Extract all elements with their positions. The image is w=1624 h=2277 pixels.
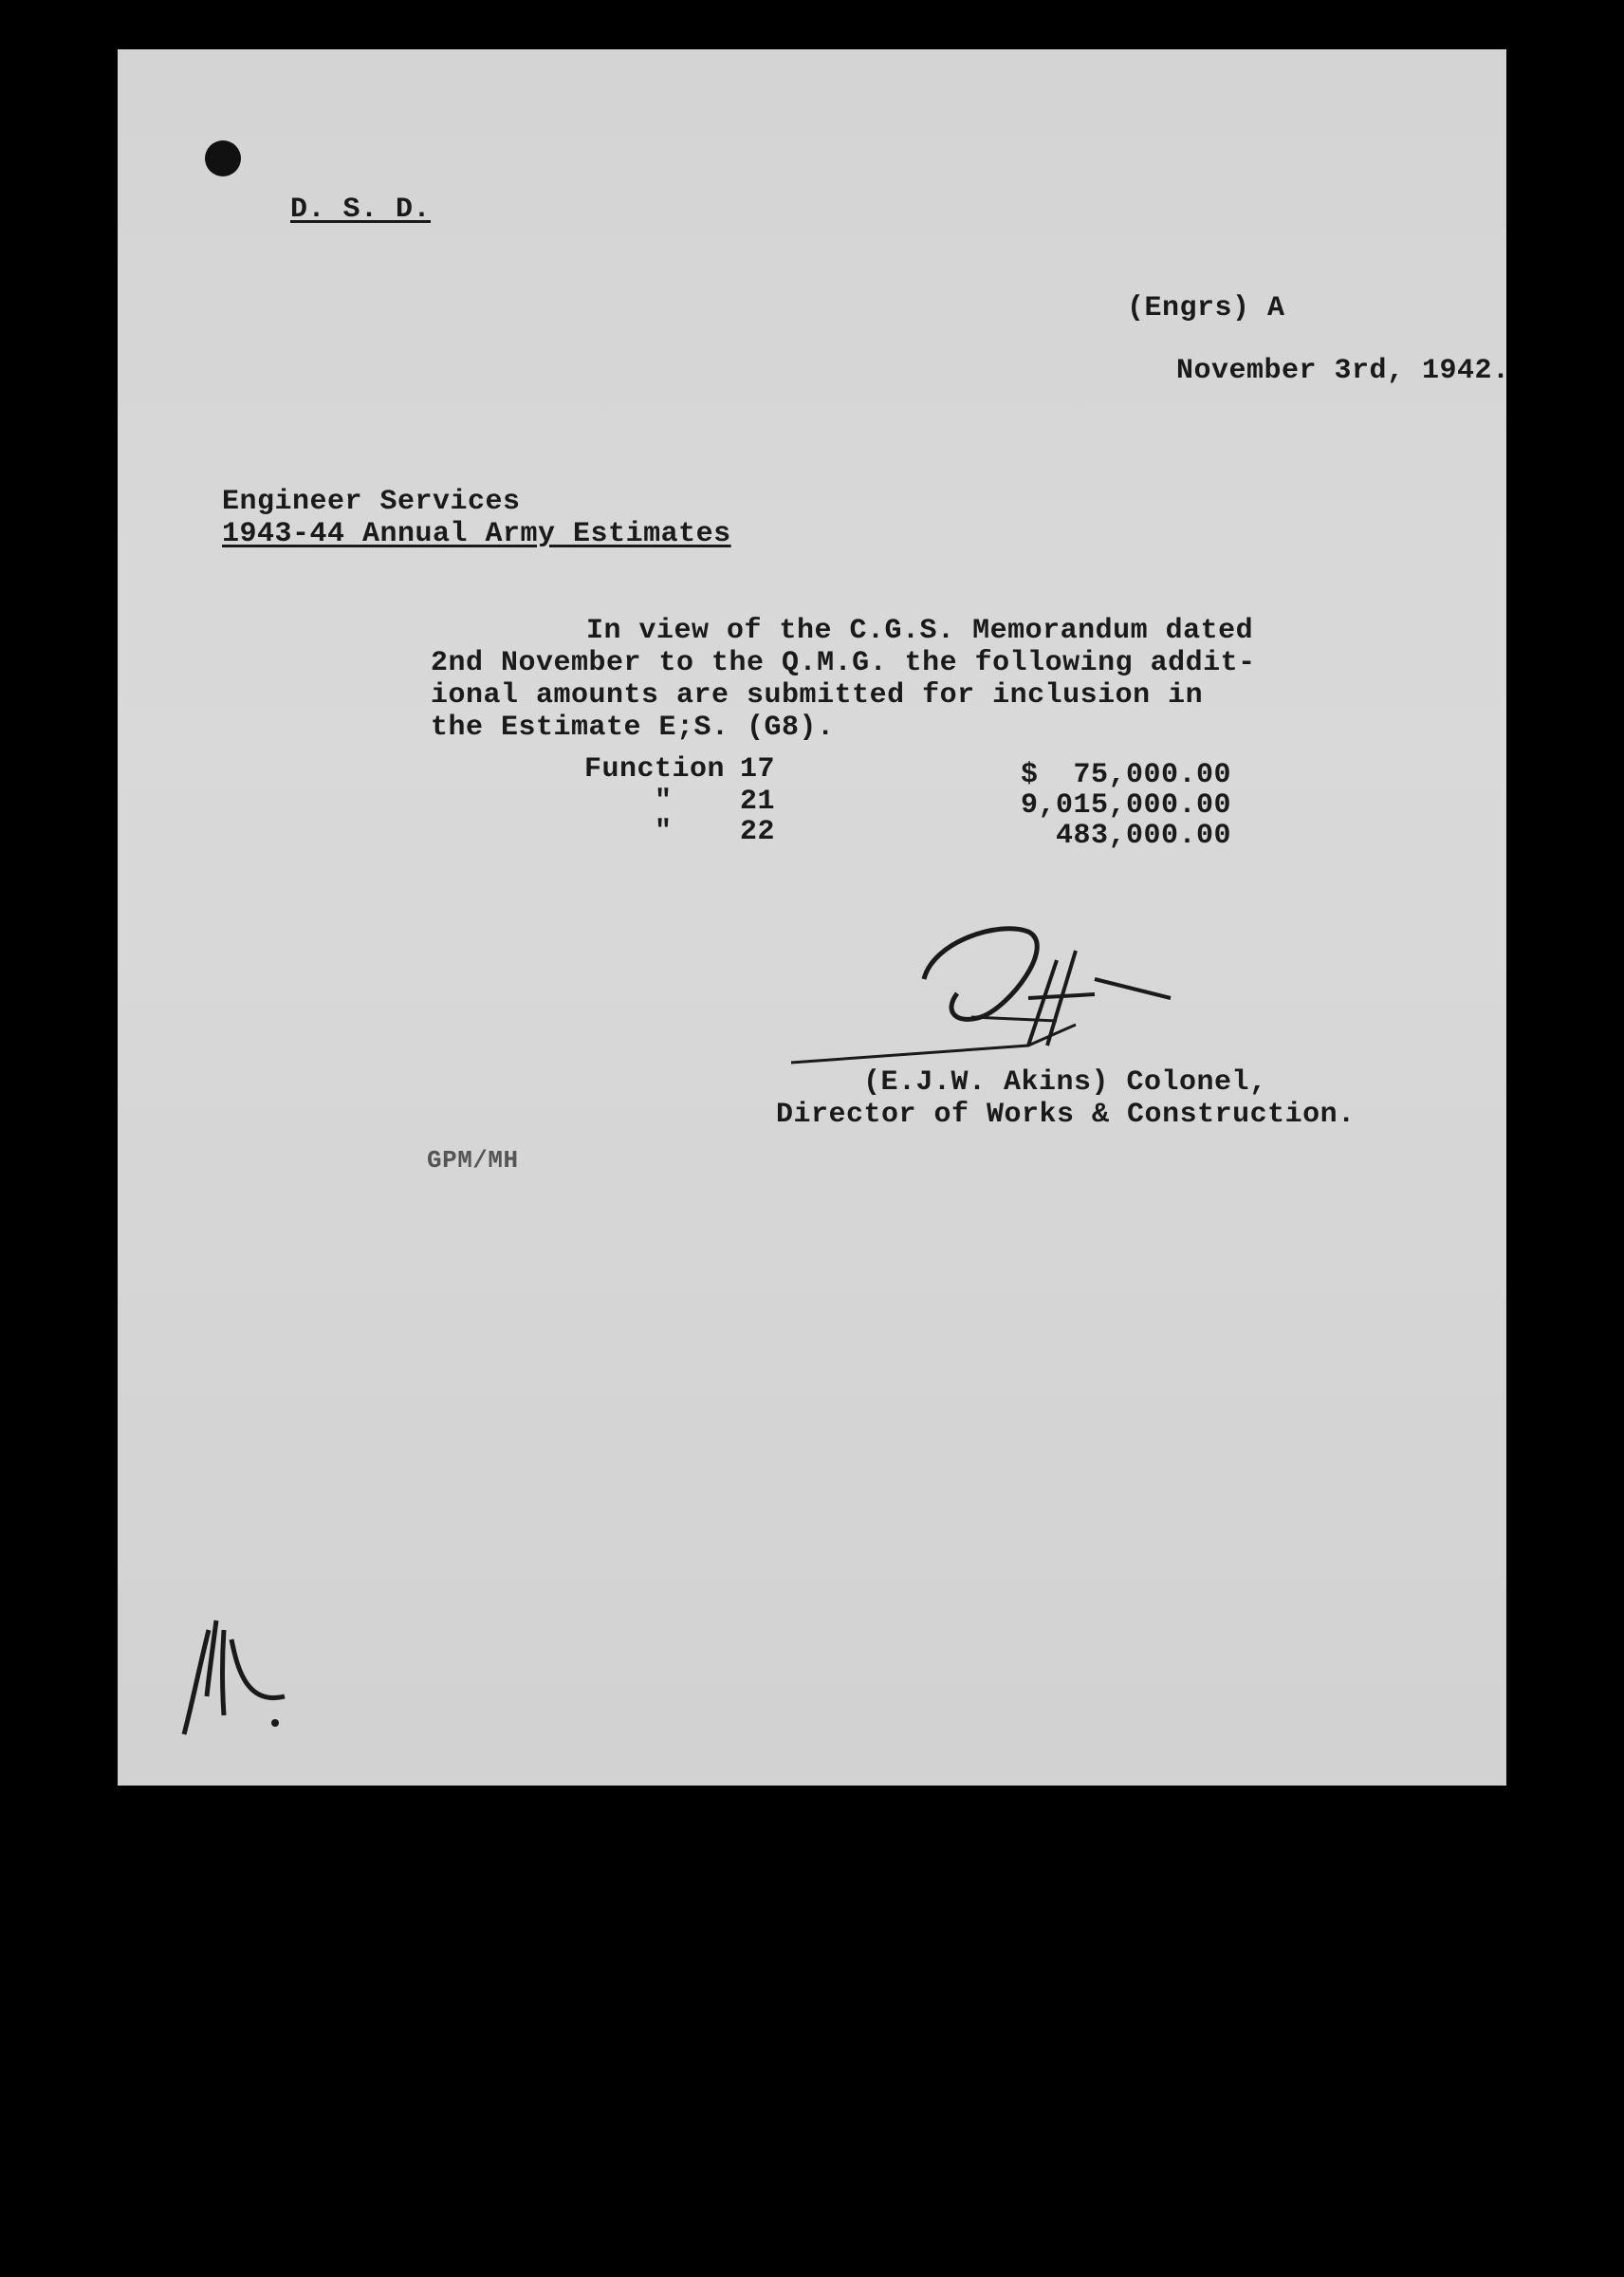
body-line-4: the Estimate E;S. (G8). xyxy=(431,712,835,744)
function-label-1: Function xyxy=(584,753,726,786)
handwritten-initials xyxy=(180,1611,285,1744)
document-date: November 3rd, 1942. xyxy=(1176,355,1510,387)
subject-line-1: Engineer Services xyxy=(222,486,521,518)
function-amount-2: 9,015,000.00 xyxy=(1020,789,1231,822)
signatory-name: (E.J.W. Akins) Colonel, xyxy=(863,1066,1267,1099)
function-amount-3: 483,000.00 xyxy=(1055,820,1231,852)
function-number-3: 22 xyxy=(740,816,776,848)
punch-hole xyxy=(205,140,241,176)
function-number-1: 17 xyxy=(740,753,776,786)
header-dsd: D. S. D. xyxy=(290,194,432,226)
signatory-title: Director of Works & Construction. xyxy=(776,1099,1356,1131)
handwritten-signature xyxy=(791,903,1265,1074)
function-amount-1: $ 75,000.00 xyxy=(1020,759,1231,791)
typist-initials: GPM/MH xyxy=(427,1146,519,1175)
function-number-2: 21 xyxy=(740,786,776,818)
function-label-3: " xyxy=(655,816,673,848)
reference-code: (Engrs) A xyxy=(1127,292,1285,324)
subject-line-2: 1943-44 Annual Army Estimates xyxy=(222,518,731,550)
body-line-3: ional amounts are submitted for inclusion in xyxy=(431,679,1204,712)
body-line-1: In view of the C.G.S. Memorandum dated xyxy=(586,615,1254,647)
function-label-2: " xyxy=(655,786,673,818)
body-line-2: 2nd November to the Q.M.G. the following addit- xyxy=(431,647,1256,679)
document-page xyxy=(118,49,1510,1786)
